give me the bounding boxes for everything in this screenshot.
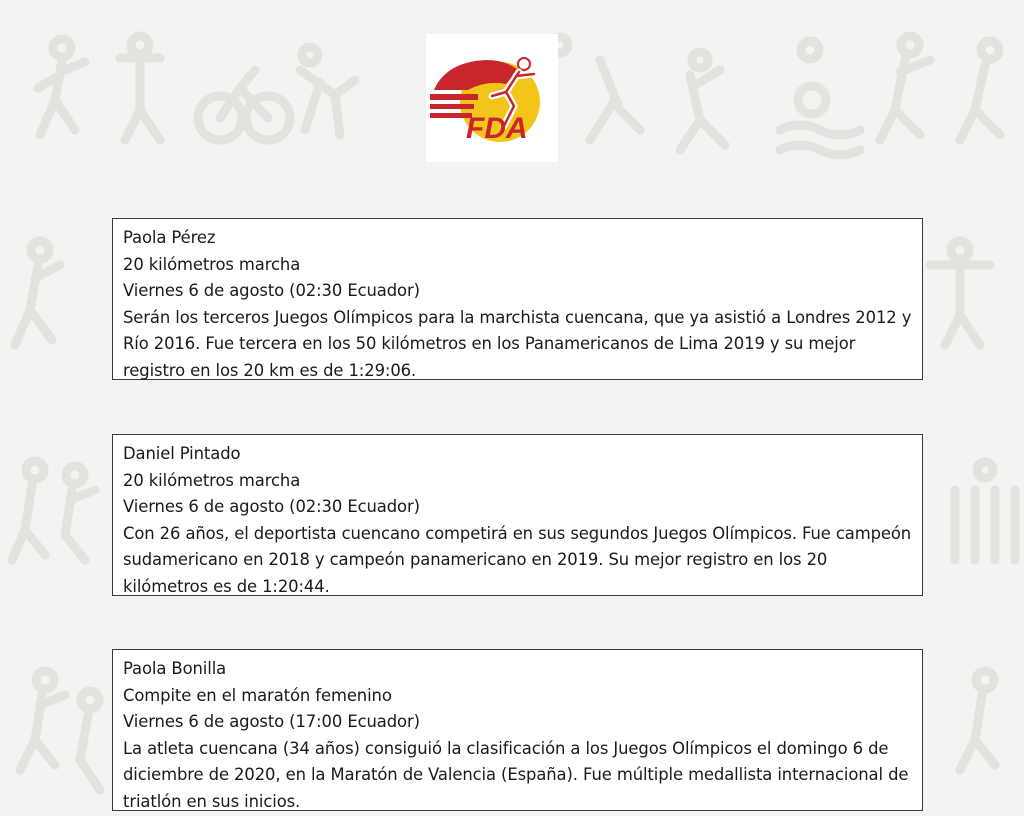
athlete-event: Compite en el maratón femenino (123, 685, 392, 705)
fda-logo (426, 34, 558, 162)
athlete-name: Paola Pérez (123, 228, 216, 247)
athlete-schedule: Viernes 6 de agosto (02:30 Ecuador) (123, 281, 420, 301)
svg-text:FDA: FDA (466, 112, 528, 145)
athlete-schedule: Viernes 6 de agosto (02:30 Ecuador) (123, 497, 420, 517)
athlete-event: 20 kilómetros marcha (123, 470, 301, 490)
athlete-schedule: Viernes 6 de agosto (17:00 Ecuador) (123, 712, 420, 732)
athlete-description: Con 26 años, el deportista cuencano competirá en sus segundos Juegos Olímpicos. Fue campeón sudamericano en 2018 y campeón panamericano en 2019. Su mejor registro en los 20 kilómetros es de 1:20:44. (123, 523, 912, 596)
athlete-card (112, 434, 923, 596)
athlete-card (112, 649, 923, 811)
athlete-card (112, 218, 923, 380)
athlete-description: La atleta cuencana (34 años) consiguió la clasificación a los Juegos Olímpicos el domingo 6 de diciembre de 2020, en la Maratón de Valencia (España). Fue múltiple medallista internacional de triatlón en sus inicios. (123, 738, 909, 811)
athlete-name: Paola Bonilla (123, 659, 227, 678)
athlete-description: Serán los terceros Juegos Olímpicos para la marchista cuencana, que ya asistió a Londres 2012 y Río 2016. Fue tercera en los 50 kilómetros en los Panamericanos de Lima 2019 y su mejor registro en los 20 km es de 1:29:06. (123, 307, 912, 380)
athlete-event: 20 kilómetros marcha (123, 254, 301, 274)
athlete-name: Daniel Pintado (123, 444, 241, 463)
